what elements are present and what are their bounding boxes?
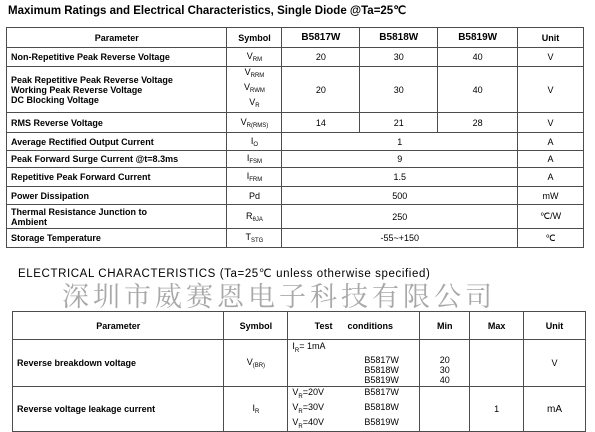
header-unit: Unit: [524, 312, 586, 340]
symbol-cell: $V_{R(RMS)}$: [227, 113, 282, 133]
max-cell: [470, 340, 524, 387]
conditions-cell: $I_R= 1mA$ B5817W B5818W B5819W: [288, 340, 420, 387]
header-b5817w: B5817W: [282, 28, 360, 48]
unit-cell: ℃: [518, 229, 584, 248]
header-min: Min: [420, 312, 470, 340]
param-cell: Repetitive Peak Forward Current: [7, 168, 227, 187]
header-b5819w: B5819W: [438, 28, 518, 48]
max-cell: 1: [470, 387, 524, 432]
max-ratings-table: [6, 27, 584, 248]
param-cell: Reverse voltage leakage current: [13, 387, 224, 432]
symbol-cell: $T_{STG}$: [227, 229, 282, 248]
value-cell: 30: [360, 67, 438, 113]
param-cell: Average Rectified Output Current: [7, 133, 227, 151]
watermark: 深圳市威赛恩电子科技有限公司: [62, 282, 496, 313]
value-cell: 9: [282, 151, 518, 168]
table-row: [13, 387, 586, 432]
header-parameter: Parameter: [7, 28, 227, 48]
value-cell: 28: [438, 113, 518, 133]
symbol-cell: $I_O$: [227, 133, 282, 151]
unit-cell: V: [518, 67, 584, 113]
table-header-row: [13, 312, 586, 340]
param-cell: Peak Forward Surge Current @t=8.3ms: [7, 151, 227, 168]
value-cell: 1.5: [282, 168, 518, 187]
table-row: [7, 133, 584, 151]
unit-cell: mW: [518, 187, 584, 205]
table-header-row: [7, 28, 584, 48]
header-unit: Unit: [518, 28, 584, 48]
unit-cell: V: [518, 113, 584, 133]
header-symbol: Symbol: [224, 312, 288, 340]
symbol-cell: $I_R$: [224, 387, 288, 432]
symbol-cell: $V_{(BR)}$: [224, 340, 288, 387]
header-symbol: Symbol: [227, 28, 282, 48]
param-cell: Non-Repetitive Peak Reverse Voltage: [7, 48, 227, 67]
header-b5818w: B5818W: [360, 28, 438, 48]
table-row: [7, 67, 584, 113]
param-cell: Storage Temperature: [7, 229, 227, 248]
unit-cell: V: [524, 340, 586, 387]
table-row: [7, 205, 584, 229]
value-cell: 40: [438, 67, 518, 113]
header-max: Max: [470, 312, 524, 340]
symbol-cell: Pd: [227, 187, 282, 205]
value-cell: 21: [360, 113, 438, 133]
table-row: [13, 340, 586, 387]
table-row: [7, 168, 584, 187]
value-cell: 30: [360, 48, 438, 67]
header-test-conditions: Test conditions: [288, 312, 420, 340]
symbol-cell: $V_{RM}$: [227, 48, 282, 67]
param-cell: Thermal Resistance Junction to Ambient: [7, 205, 227, 229]
param-cell: Reverse breakdown voltage: [13, 340, 224, 387]
symbol-cell: $I_{FRM}$: [227, 168, 282, 187]
header-parameter: Parameter: [13, 312, 224, 340]
conditions-cell: $V_R=20V$ B5817W $V_R=30V$ B5818W $V_R=40V$ B5819W: [288, 387, 420, 432]
symbol-cell: $R_{\theta JA}$: [227, 205, 282, 229]
page-title: Maximum Ratings and Electrical Characteristics, Single Diode @Ta=25℃: [8, 5, 407, 17]
value-cell: 1: [282, 133, 518, 151]
value-cell: 500: [282, 187, 518, 205]
unit-cell: ℃/W: [518, 205, 584, 229]
table-row: [7, 113, 584, 133]
table-row: [7, 48, 584, 67]
param-cell: Peak Repetitive Peak Reverse Voltage Working Peak Reverse Voltage DC Blocking Voltage: [7, 67, 227, 113]
symbol-cell: $V_{RRM}$ $V_{RWM}$ $V_R$: [227, 67, 282, 113]
min-cell: [420, 387, 470, 432]
min-cell: 20 30 40: [420, 340, 470, 387]
value-cell: 40: [438, 48, 518, 67]
value-cell: -55~+150: [282, 229, 518, 248]
value-cell: 250: [282, 205, 518, 229]
table-row: [7, 151, 584, 168]
value-cell: 20: [282, 67, 360, 113]
unit-cell: A: [518, 168, 584, 187]
table-row: [7, 229, 584, 248]
unit-cell: A: [518, 151, 584, 168]
unit-cell: A: [518, 133, 584, 151]
value-cell: 20: [282, 48, 360, 67]
section-title: ELECTRICAL CHARACTERISTICS (Ta=25℃ unless otherwise specified): [18, 268, 431, 280]
param-cell: Power Dissipation: [7, 187, 227, 205]
table-row: [7, 187, 584, 205]
symbol-cell: $I_{FSM}$: [227, 151, 282, 168]
electrical-characteristics-table: [12, 311, 586, 432]
param-cell: RMS Reverse Voltage: [7, 113, 227, 133]
unit-cell: V: [518, 48, 584, 67]
value-cell: 14: [282, 113, 360, 133]
unit-cell: mA: [524, 387, 586, 432]
